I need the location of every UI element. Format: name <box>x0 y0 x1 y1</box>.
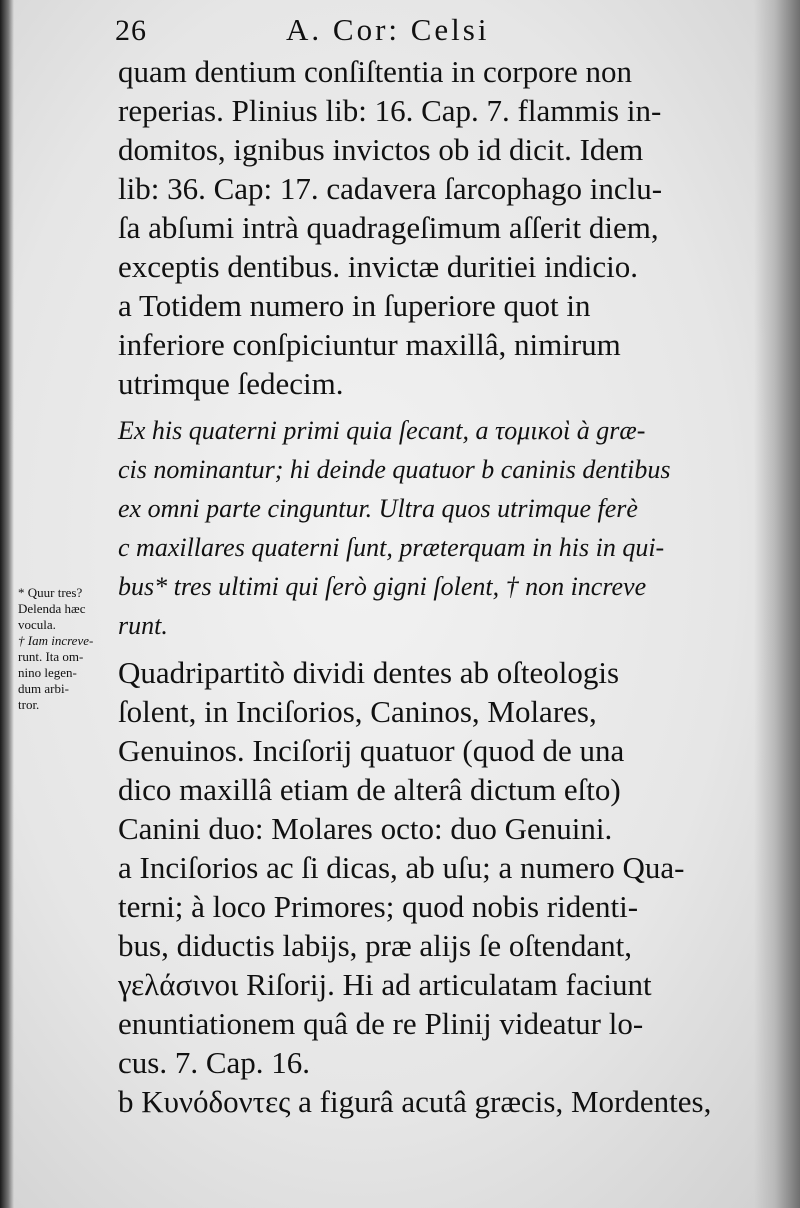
margin-note-line: vocula. <box>18 617 56 632</box>
text-line: bus, diductis labijs, præ alijs ſe oſtendant, <box>118 928 633 963</box>
text-line: Quadripartitò dividi dentes ab oſteologis <box>118 655 620 690</box>
page-number: 26 <box>115 14 147 47</box>
text-line: lib: 36. Cap: 17. cadavera ſarcophago inclu- <box>118 171 663 206</box>
italic-line: bus* tres ultimi qui ſerò gigni ſolent, † non increve <box>118 572 647 601</box>
text-line: utrimque ſedecim. <box>118 366 344 401</box>
text-line: γελάσινοι Riſorij. Hi ad articulatam faciunt <box>118 967 652 1002</box>
text-line: a Totidem numero in ſuperiore quot in <box>118 288 591 323</box>
text-line: ſa abſumi intrà quadrageſimum aſſerit diem, <box>118 210 659 245</box>
italic-line: ex omni parte cinguntur. Ultra quos utrimque ferè <box>118 494 638 523</box>
text-line: terni; à loco Primores; quod nobis ridenti- <box>118 889 639 924</box>
margin-note-line: dum arbi- <box>18 681 69 696</box>
text-line: cus. 7. Cap. 16. <box>118 1045 311 1080</box>
text-line: dico maxillâ etiam de alterâ dictum eſto) <box>118 772 621 807</box>
text-line: enuntiationem quâ de re Plinij videatur lo- <box>118 1006 644 1041</box>
running-head: A. Cor: Celsi <box>286 12 490 47</box>
margin-note-line: Delenda hæc <box>18 601 86 616</box>
text-line: inferiore conſpiciuntur maxillâ, nimirum <box>118 327 621 362</box>
text-line: reperias. Plinius lib: 16. Cap. 7. flammis in- <box>118 93 662 128</box>
text-line: Genuinos. Inciſorij quatuor (quod de una <box>118 733 625 768</box>
margin-note-line: tror. <box>18 697 40 712</box>
italic-line: c maxillares quaterni ſunt, præterquam in his in qui- <box>118 533 665 562</box>
margin-note-line: runt. Ita om- <box>18 649 84 664</box>
text-line: b Κυνόδοντες a figurâ acutâ græcis, Mordentes, <box>118 1084 712 1119</box>
italic-line: runt. <box>118 611 168 640</box>
text-line: a Inciſorios ac ſi dicas, ab uſu; a numero Qua- <box>118 850 685 885</box>
text-line: ſolent, in Inciſorios, Caninos, Molares, <box>118 694 597 729</box>
text-line: quam dentium conſiſtentia in corpore non <box>118 54 632 89</box>
text-line: Canini duo: Molares octo: duo Genuini. <box>118 811 613 846</box>
text-line: domitos, ignibus invictos ob id dicit. Idem <box>118 132 644 167</box>
margin-note <box>18 585 113 713</box>
margin-note-line: * Quur tres? <box>18 585 83 600</box>
italic-line: Ex his quaterni primi quia ſecant, a τομικοὶ à græ- <box>118 416 646 445</box>
margin-note-line: nino legen- <box>18 665 77 680</box>
main-text <box>118 52 758 1121</box>
margin-note-line: † Iam increve- <box>18 633 94 648</box>
text-line: exceptis dentibus. invictæ duritiei indicio. <box>118 249 639 284</box>
italic-line: cis nominantur; hi deinde quatuor b caninis dentibus <box>118 455 671 484</box>
